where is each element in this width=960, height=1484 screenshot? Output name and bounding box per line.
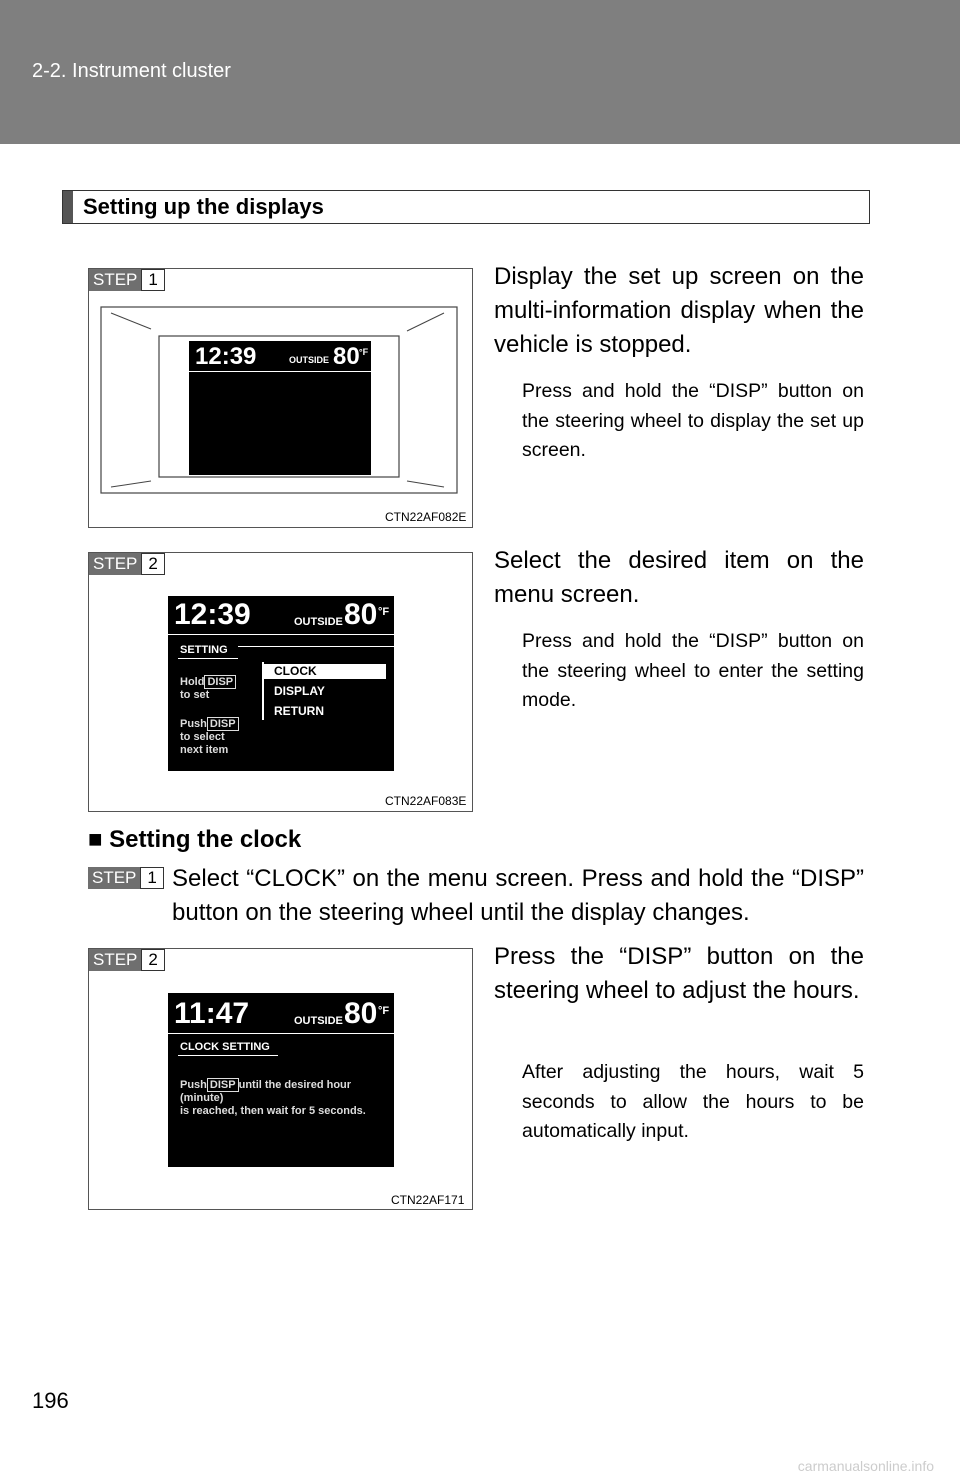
push-instruction: Push DISP to select next item: [180, 718, 239, 757]
clock-setting-screen: [168, 993, 394, 1167]
step1-note: Press and hold the “DISP” button on the steering wheel to display the set up screen.: [522, 380, 864, 461]
clock-step1-text: Select “CLOCK” on the menu screen. Press and hold the “DISP” button on the steering wheel until the display changes.: [172, 865, 864, 926]
setting-underline: [178, 658, 238, 659]
divider: [168, 634, 394, 635]
clock-time: 12:39: [195, 343, 257, 370]
outside-label: OUTSIDE: [294, 616, 343, 628]
menu-item-display[interactable]: DISPLAY: [274, 684, 325, 698]
footer-watermark: carmanualsonline.info: [797, 1458, 934, 1474]
clock-setting-label: CLOCK SETTING: [180, 1041, 270, 1053]
menu-bracket: [262, 662, 267, 720]
section-label: 2-2. Instrument cluster: [32, 60, 231, 82]
step-badge: STEP 2: [89, 553, 165, 575]
clock-setting-underline: [178, 1055, 278, 1056]
outside-temp: 80: [344, 997, 378, 1030]
section-title: Setting up the displays: [83, 194, 324, 219]
clock-step2-instruction: Press the “DISP” button on the steering wheel to adjust the hours.: [494, 943, 864, 1004]
title-marker: [63, 191, 73, 223]
clock-step2-note: After adjusting the hours, wait 5 seconds to allow the hours to be automatically input.: [522, 1061, 864, 1142]
hold-instruction: Hold DISP to set: [180, 676, 236, 702]
figure-code: CTN22AF082E: [385, 510, 467, 524]
figure-step2: [88, 552, 473, 812]
clock-time: 11:47: [174, 997, 250, 1030]
multi-info-screen: [189, 341, 371, 475]
page-header: [0, 0, 960, 144]
page-number: 196: [32, 1388, 69, 1413]
outside-label: OUTSIDE: [289, 355, 330, 365]
temp-unit: °F: [378, 1005, 390, 1017]
menu-item-clock[interactable]: CLOCK: [264, 664, 386, 679]
step-badge: STEP 1: [89, 269, 165, 291]
divider: [168, 1033, 394, 1034]
outside-temp: 80: [344, 598, 378, 631]
setting-rule: [238, 646, 394, 647]
temp-unit: °F: [378, 606, 390, 618]
step-badge-clock1: STEP 1: [88, 867, 164, 889]
clock-time: 12:39: [174, 598, 251, 631]
outside-temp: 80: [333, 343, 360, 370]
divider: [189, 371, 371, 372]
clock-heading: ■ Setting the clock: [88, 826, 302, 853]
section-title-bar: [62, 190, 870, 224]
figure-code: CTN22AF171: [391, 1193, 465, 1207]
menu-item-return[interactable]: RETURN: [274, 704, 324, 718]
menu-screen: [168, 596, 394, 771]
figure-step1: [88, 268, 473, 528]
figure-code: CTN22AF083E: [385, 794, 467, 808]
figure-clock-step2: [88, 948, 473, 1210]
temp-unit: °F: [359, 347, 369, 357]
outside-label: OUTSIDE: [294, 1015, 343, 1027]
clock-setting-instruction: Push DISP until the desired hour (minute) is reached, then wait for 5 seconds.: [180, 1079, 366, 1117]
step-badge: STEP 2: [89, 949, 165, 971]
setting-label: SETTING: [180, 644, 228, 656]
step2-note: Press and hold the “DISP” button on the steering wheel to enter the setting mode.: [522, 630, 864, 711]
step2-instruction: Select the desired item on the menu screen.: [494, 547, 864, 608]
step1-instruction: Display the set up screen on the multi-information display when the vehicle is stopped.: [494, 263, 864, 358]
